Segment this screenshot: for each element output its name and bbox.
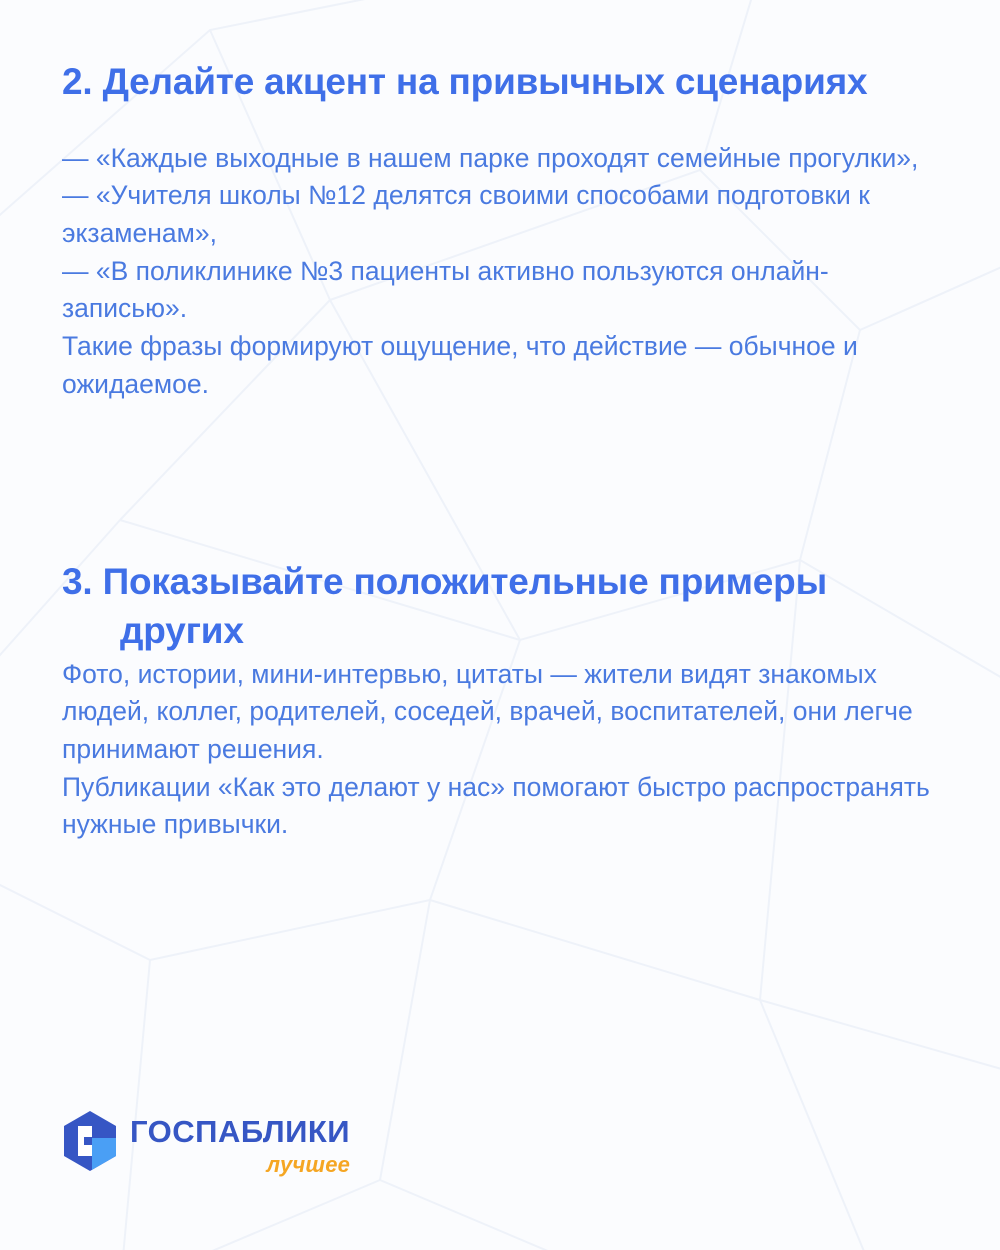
section-2-list bbox=[62, 140, 942, 328]
section-2 bbox=[62, 58, 942, 403]
section-3-heading bbox=[62, 558, 942, 656]
section-2-number: 2. bbox=[62, 61, 93, 102]
section-3-title: Показывайте положительные примеры других bbox=[102, 561, 827, 651]
section-3-number: 3. bbox=[62, 561, 93, 602]
section-3-paragraph-1: Фото, истории, мини-интервью, цитаты — жители видят знакомых людей, коллег, родителей, соседей, врачей, воспитателей, они легче принимают решения. bbox=[62, 658, 913, 764]
section-3 bbox=[62, 558, 942, 844]
section-2-list-item-1: — «Каждые выходные в нашем парке проходят семейные прогулки», bbox=[62, 142, 919, 173]
section-2-paragraph-closing: Такие фразы формируют ощущение, что действие — обычное и ожидаемое. bbox=[62, 330, 858, 399]
section-2-heading bbox=[62, 58, 942, 107]
brand-logo bbox=[62, 1110, 350, 1176]
section-2-list-item-3: — «В поликлинике №3 пациенты активно пользуются онлайн-записью». bbox=[62, 255, 829, 324]
section-2-title: Делайте акцент на привычных сценариях bbox=[102, 61, 868, 102]
logo-title: ГОСПАБЛИКИ bbox=[130, 1114, 351, 1149]
section-3-paragraph-2: Публикации «Как это делают у нас» помогают быстро распространять нужные привычки. bbox=[62, 771, 930, 840]
section-2-list-item-2: — «Учителя школы №12 делятся своими способами подготовки к экзаменам», bbox=[62, 180, 870, 249]
logo-subtitle: лучшее bbox=[266, 1152, 351, 1177]
hexagon-logo-icon bbox=[62, 1110, 118, 1172]
logo-text bbox=[130, 1110, 350, 1176]
